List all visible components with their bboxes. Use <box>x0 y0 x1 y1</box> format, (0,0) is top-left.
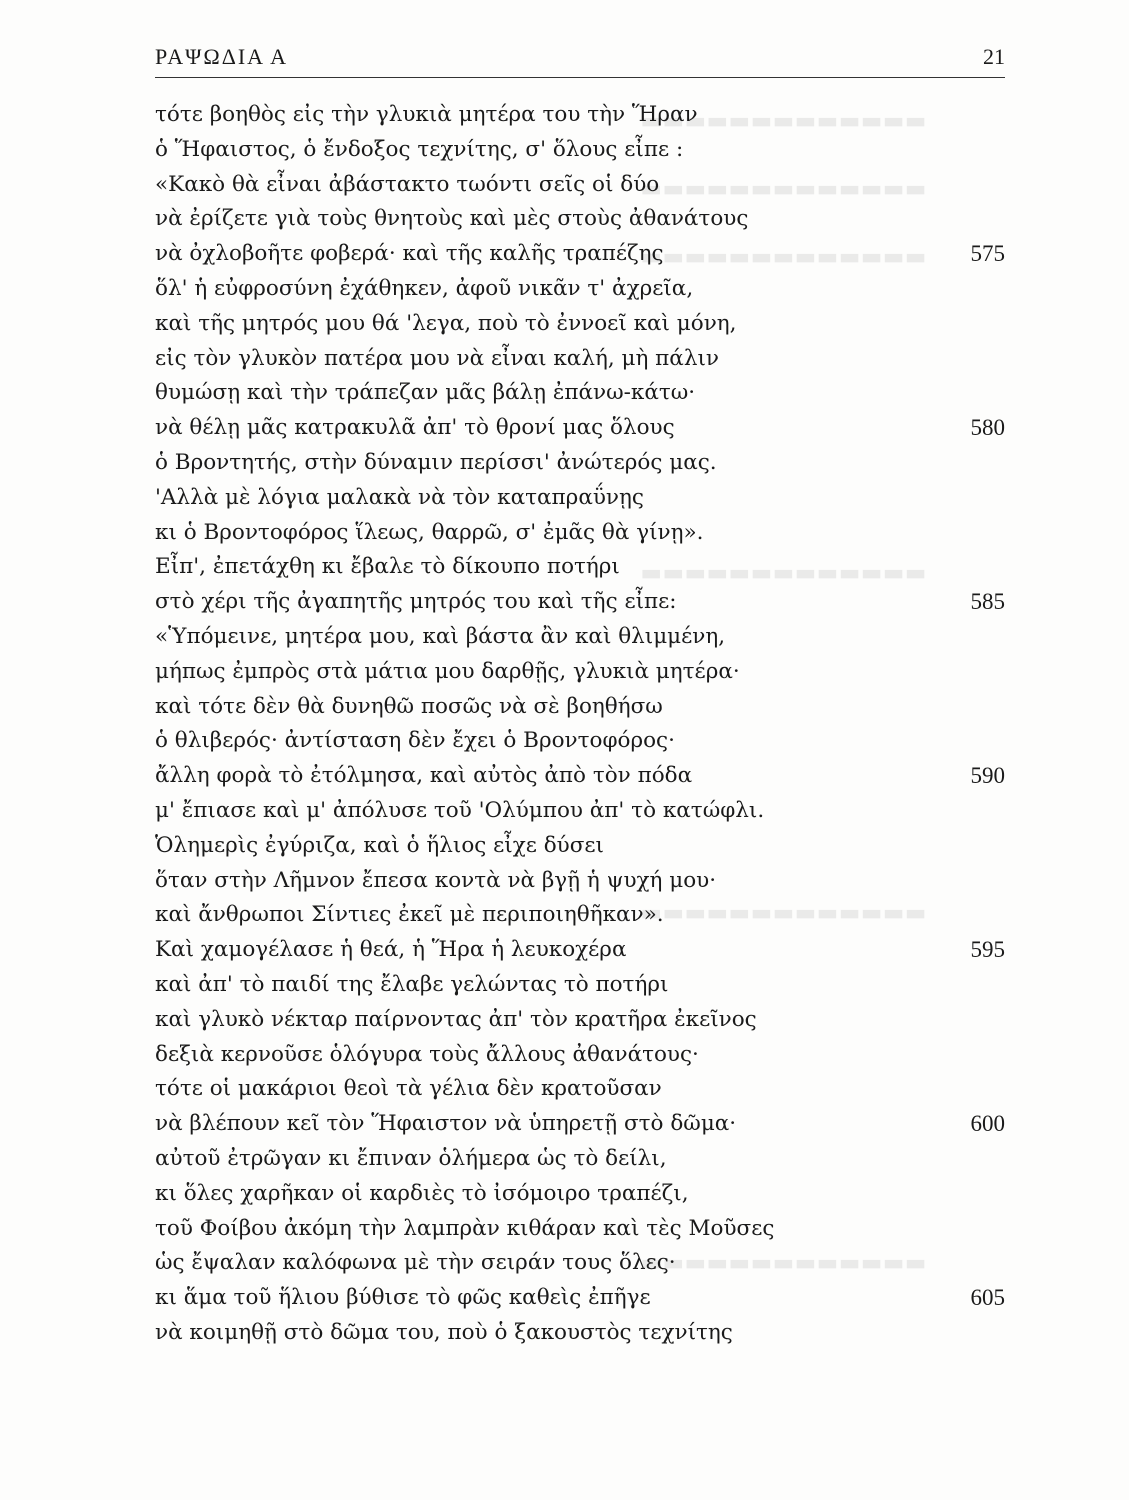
bleed-through-shadow: ▬▬▬▬▬▬▬▬▬▬▬▬▬ <box>640 1250 927 1276</box>
page-header <box>155 44 1005 78</box>
verse-text: ὁ Βροντητής, στὴν δύναμιν περίσσι' ἀνώτερός μας. <box>155 449 717 475</box>
verse-line <box>155 1281 1005 1316</box>
line-number: 585 <box>970 589 1005 615</box>
verse-line <box>155 933 1005 968</box>
verse-line <box>155 446 1005 481</box>
verse-line <box>155 724 1005 759</box>
verse-text: μ' ἔπιασε καὶ μ' ἀπόλυσε τοῦ 'Ολύμπου ἀπ' τὸ κατώφλι. <box>155 797 765 823</box>
line-number: 600 <box>970 1111 1005 1137</box>
line-number: 595 <box>970 937 1005 963</box>
verse-line <box>155 202 1005 237</box>
verse-line <box>155 98 1005 133</box>
line-number: 605 <box>970 1285 1005 1311</box>
verse-line <box>155 133 1005 168</box>
bleed-through-shadow: ▬▬▬▬▬▬▬▬▬▬▬▬▬ <box>640 900 927 926</box>
verse-text: Καὶ χαμογέλασε ἡ θεά, ἡ Ἥρα ἡ λευκοχέρα <box>155 937 627 963</box>
verse-line <box>155 864 1005 899</box>
bleed-through-shadow: ▬▬▬▬▬▬▬▬▬▬▬▬▬ <box>640 108 927 134</box>
verse-text: δεξιὰ κερνοῦσε ὁλόγυρα τοὺς ἄλλους ἀθανάτους· <box>155 1041 699 1067</box>
verse-line <box>155 411 1005 446</box>
verse-text: ὡς ἔψαλαν καλόφωνα μὲ τὴν σειράν τους ὅλες· <box>155 1250 676 1276</box>
verse-text: ὁ Ἥφαιστος, ὁ ἔνδοξος τεχνίτης, σ' ὅλους εἶπε : <box>155 136 684 162</box>
page-number: 21 <box>983 44 1005 69</box>
running-title: ΡΑΨΩΔΙΑ Α <box>155 44 289 69</box>
verse-line <box>155 168 1005 203</box>
bleed-through-shadow: ▬▬▬▬▬▬▬▬▬▬▬▬▬ <box>640 560 927 586</box>
verse-list <box>155 98 1005 1351</box>
verse-text: 'Αλλὰ μὲ λόγια μαλακὰ νὰ τὸν καταπραΰνῃς <box>155 484 644 510</box>
verse-text: κι ἅμα τοῦ ἥλιου βύθισε τὸ φῶς καθεὶς ἐπῆγε <box>155 1285 651 1311</box>
verse-text: «Κακὸ θὰ εἶναι ἀβάστακτο τωόντι σεῖς οἱ δύο <box>155 171 660 197</box>
verse-line <box>155 655 1005 690</box>
verse-line <box>155 1246 1005 1281</box>
header-divider <box>155 77 1005 78</box>
verse-text: νὰ ἐρίζετε γιὰ τοὺς θνητοὺς καὶ μὲς στοὺς ἀθανάτους <box>155 206 749 232</box>
verse-line <box>155 898 1005 933</box>
verse-line <box>155 481 1005 516</box>
verse-line <box>155 272 1005 307</box>
verse-text: ἄλλη φορὰ τὸ ἐτόλμησα, καὶ αὐτὸς ἀπὸ τὸν πόδα <box>155 763 693 789</box>
verse-text: εἰς τὸν γλυκὸν πατέρα μου νὰ εἶναι καλή, μὴ πάλιν <box>155 345 719 371</box>
verse-text: ὅλ' ἡ εὐφροσύνη ἐχάθηκεν, ἀφοῦ νικᾶν τ' ἀχρεῖα, <box>155 275 694 301</box>
line-number: 590 <box>970 763 1005 789</box>
verse-text: καὶ ἀπ' τὸ παιδί της ἔλαβε γελώντας τὸ ποτήρι <box>155 971 669 997</box>
verse-line <box>155 307 1005 342</box>
verse-text: κι ὅλες χαρῆκαν οἱ καρδιὲς τὸ ἰσόμοιρο τραπέζι, <box>155 1180 689 1206</box>
verse-line <box>155 1142 1005 1177</box>
verse-text: ὁ θλιβερός· ἀντίσταση δὲν ἔχει ὁ Βροντοφόρος· <box>155 728 675 754</box>
verse-line <box>155 1038 1005 1073</box>
verse-line <box>155 516 1005 551</box>
verse-line <box>155 620 1005 655</box>
verse-text: Εἶπ', ἐπετάχθη κι ἔβαλε τὸ δίκουπο ποτήρι <box>155 554 620 580</box>
verse-text: «Ὑπόμεινε, μητέρα μου, καὶ βάστα ἂν καὶ θλιμμένη, <box>155 623 726 649</box>
verse-text: κι ὁ Βροντοφόρος ἵλεως, θαρρῶ, σ' ἐμᾶς θὰ γίνῃ». <box>155 519 704 545</box>
verse-line <box>155 1177 1005 1212</box>
verse-line <box>155 376 1005 411</box>
verse-text: νὰ θέλῃ μᾶς κατρακυλᾶ ἀπ' τὸ θρονί μας ὅλους <box>155 415 675 441</box>
verse-text: θυμώσῃ καὶ τὴν τράπεζαν μᾶς βάλῃ ἐπάνω-κάτω· <box>155 380 696 406</box>
verse-text: μήπως ἐμπρὸς στὰ μάτια μου δαρθῇς, γλυκιὰ μητέρα· <box>155 658 740 684</box>
verse-text: νὰ κοιμηθῇ στὸ δῶμα του, ποὺ ὁ ξακουστὸς τεχνίτης <box>155 1319 733 1345</box>
verse-text: αὐτοῦ ἐτρῶγαν κι ἔπιναν ὁλήμερα ὡς τὸ δείλι, <box>155 1145 667 1171</box>
verse-text: καὶ γλυκὸ νέκταρ παίρνοντας ἀπ' τὸν κρατῆρα ἐκεῖνος <box>155 1006 757 1032</box>
verse-text: καὶ ἄνθρωποι Σίντιες ἐκεῖ μὲ περιποιηθῆκαν». <box>155 902 664 928</box>
verse-line <box>155 550 1005 585</box>
verse-line <box>155 1212 1005 1247</box>
verse-text: τοῦ Φοίβου ἀκόμη τὴν λαμπρὰν κιθάραν καὶ τὲς Μοῦσες <box>155 1215 775 1241</box>
verse-line <box>155 585 1005 620</box>
verse-line <box>155 237 1005 272</box>
verse-line <box>155 829 1005 864</box>
verse-line <box>155 759 1005 794</box>
verse-text: καὶ τότε δὲν θὰ δυνηθῶ ποσῶς νὰ σὲ βοηθήσω <box>155 693 663 719</box>
line-number: 580 <box>970 415 1005 441</box>
verse-text: Ὁλημερὶς ἐγύριζα, καὶ ὁ ἥλιος εἶχε δύσει <box>155 832 604 858</box>
verse-line <box>155 968 1005 1003</box>
verse-text: νὰ ὀχλοβοῆτε φοβερά· καὶ τῆς καλῆς τραπέζης <box>155 241 664 267</box>
verse-text: καὶ τῆς μητρός μου θά 'λεγα, ποὺ τὸ ἐννοεῖ καὶ μόνη, <box>155 310 737 336</box>
verse-text: τότε βοηθὸς εἰς τὴν γλυκιὰ μητέρα του τὴν Ἥραν <box>155 102 698 127</box>
verse-line <box>155 342 1005 377</box>
verse-text: νὰ βλέπουν κεῖ τὸν Ἥφαιστον νὰ ὑπηρετῇ στὸ δῶμα· <box>155 1111 737 1137</box>
verse-line <box>155 1107 1005 1142</box>
verse-line <box>155 690 1005 725</box>
verse-text: τότε οἱ μακάριοι θεοὶ τὰ γέλια δὲν κρατοῦσαν <box>155 1076 662 1102</box>
line-number: 575 <box>970 241 1005 267</box>
verse-text: ὅταν στὴν Λῆμνον ἔπεσα κοντὰ νὰ βγῇ ἡ ψυχή μου· <box>155 867 717 893</box>
verse-line <box>155 1316 1005 1351</box>
bleed-through-shadow: ▬▬▬▬▬▬▬▬▬▬▬▬▬ <box>640 244 927 270</box>
verse-line <box>155 1072 1005 1107</box>
verse-line <box>155 1003 1005 1038</box>
bleed-through-shadow: ▬▬▬▬▬▬▬▬▬▬▬▬▬ <box>640 176 927 202</box>
verse-line <box>155 794 1005 829</box>
verse-text: στὸ χέρι τῆς ἀγαπητῆς μητρός του καὶ τῆς εἶπε: <box>155 589 677 615</box>
